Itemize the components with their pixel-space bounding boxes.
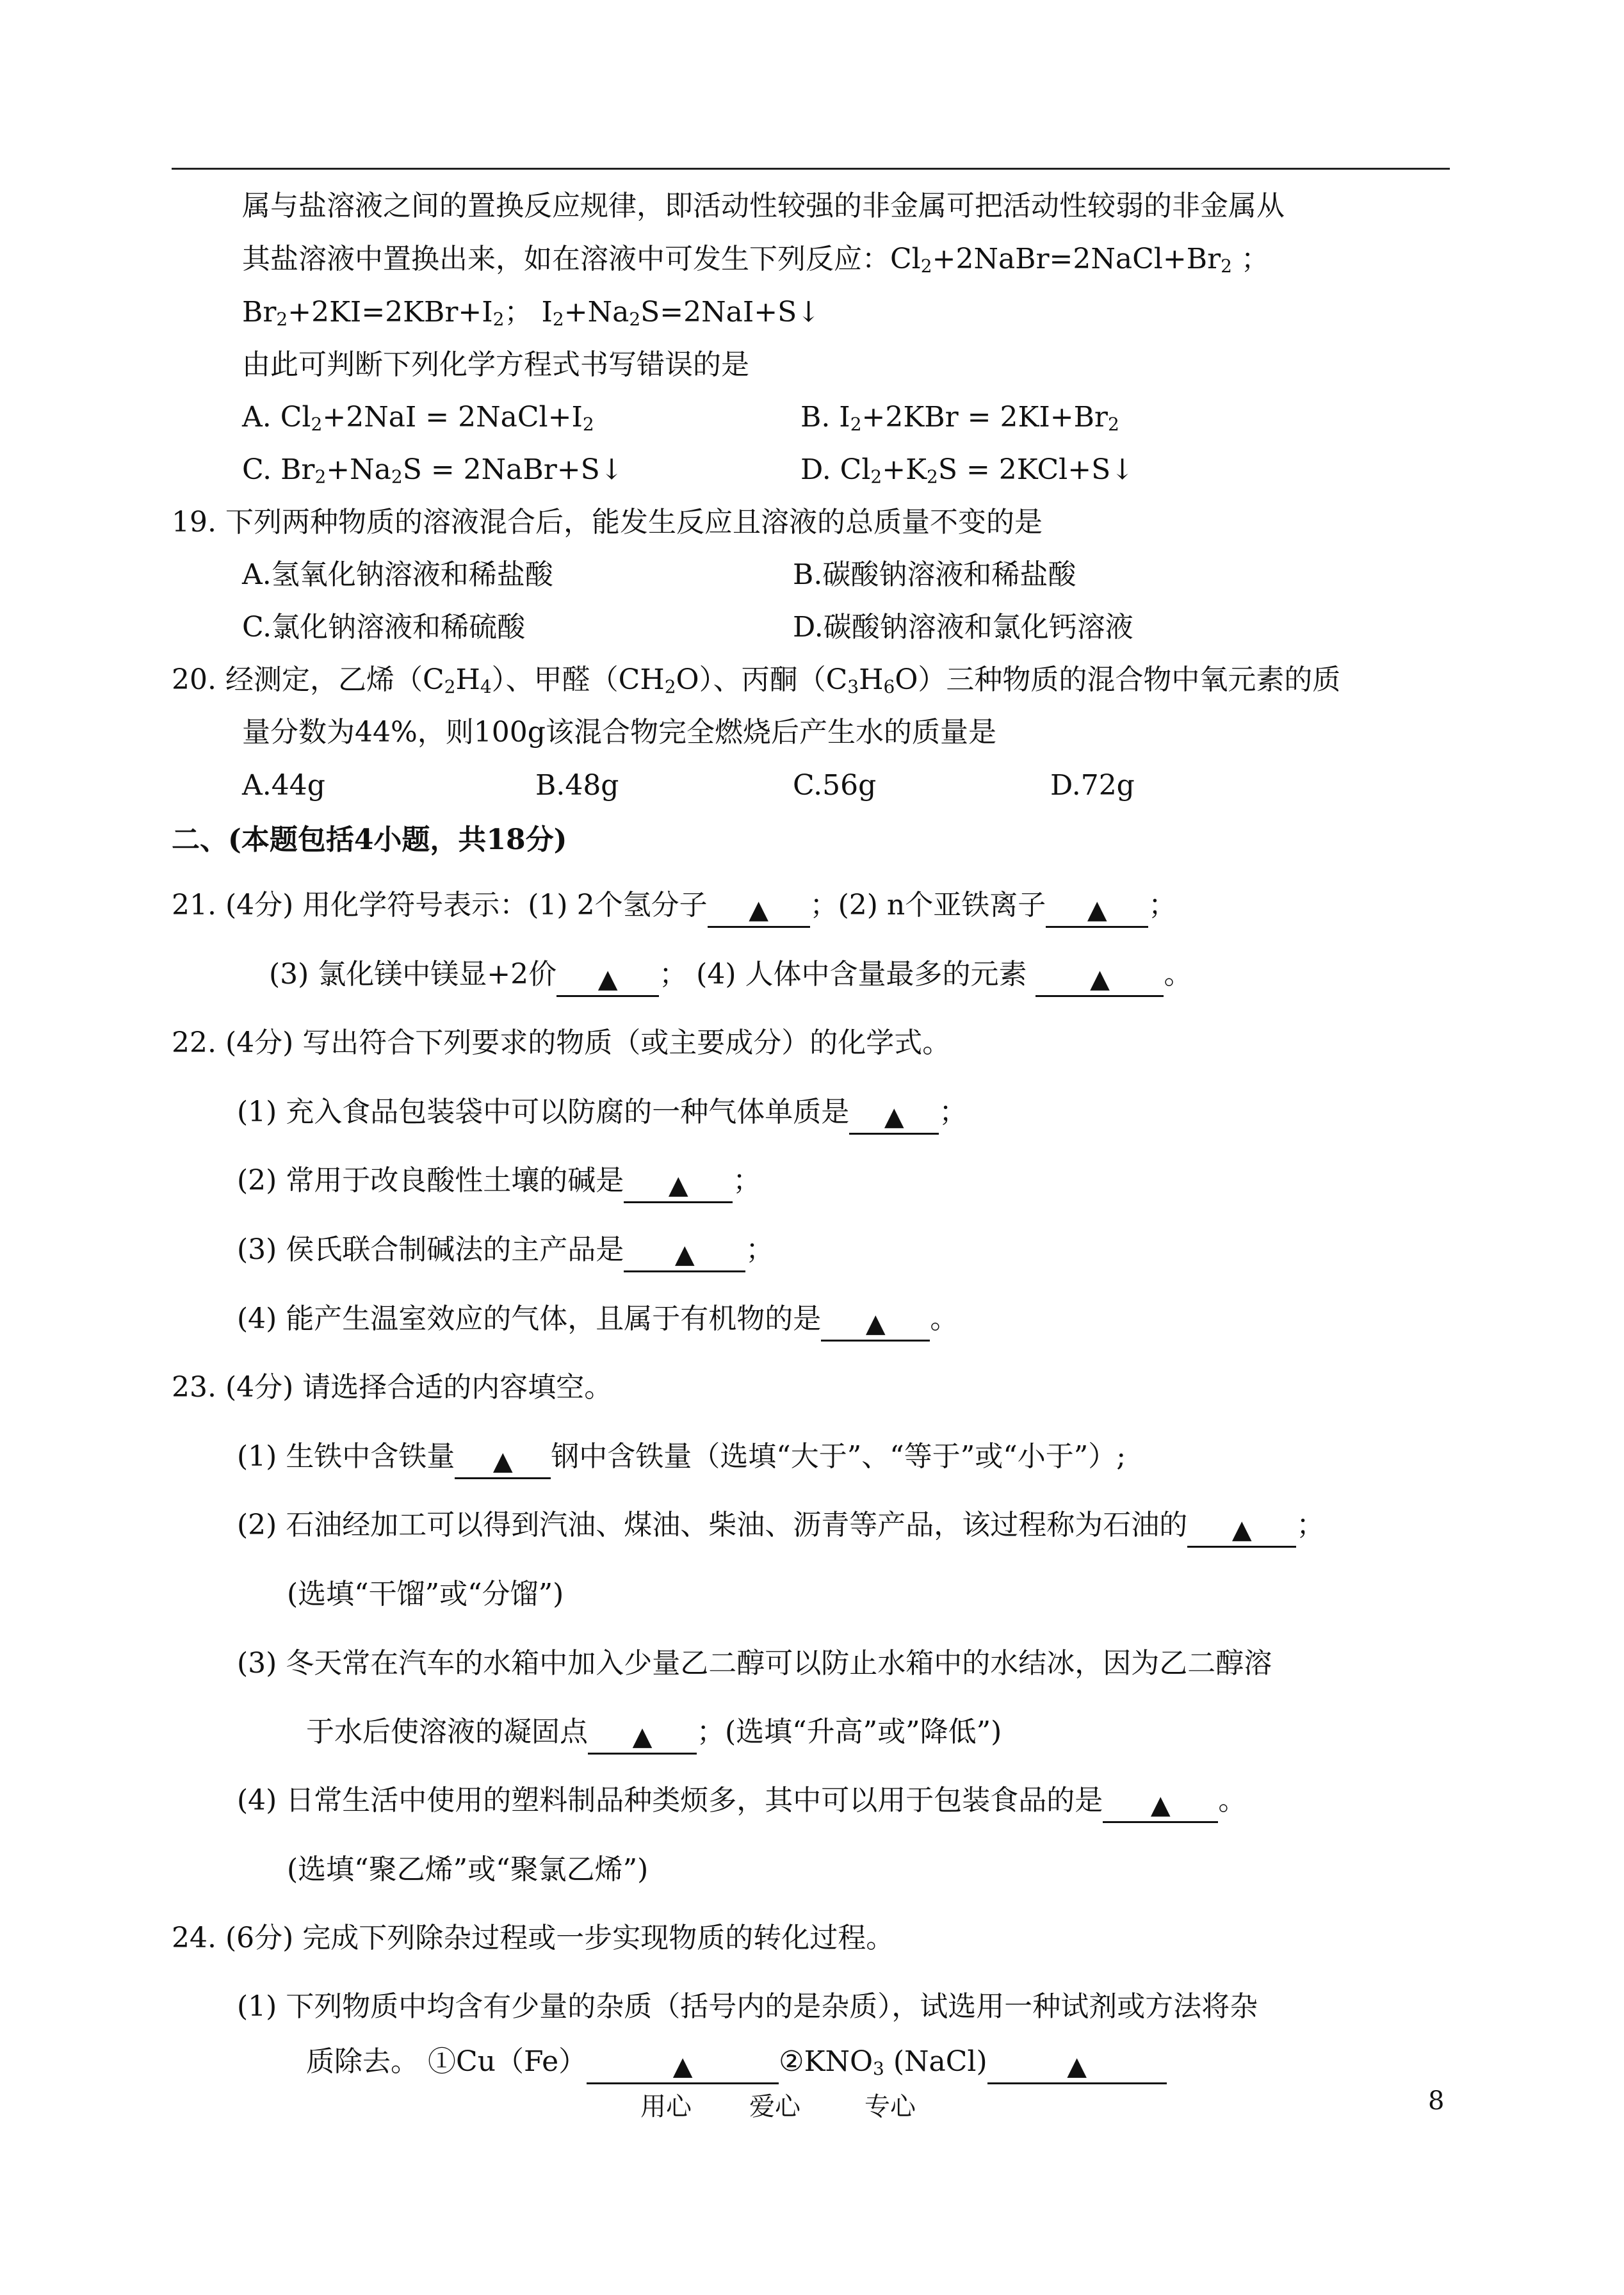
answer-blank-21-3[interactable]: ▲: [556, 964, 659, 997]
answer-blank-24-2[interactable]: ▲: [987, 2052, 1167, 2084]
q22-part3: (3) 侯氏联合制碱法的主产品是 ▲ ；: [237, 1236, 774, 1272]
q23-part4-hint: (选填“聚乙烯”或“聚氯乙烯”): [287, 1853, 649, 1886]
answer-blank-22-3[interactable]: ▲: [624, 1240, 745, 1272]
q18-text-line1: 属与盐溶液之间的置换反应规律，即活动性较强的非金属可把活动性较弱的非金属从: [242, 190, 1285, 222]
q23-part3: (3) 冬天常在汽车的水箱中加入少量乙二醇可以防止水箱中的水结冰，因为乙二醇溶: [237, 1647, 1272, 1680]
q19-option-b[interactable]: B.碳酸钠溶液和稀盐酸: [793, 558, 1076, 591]
q18-option-a[interactable]: A. $Cl_2+2NaI$ = $2NaCl+I_2$: [242, 401, 594, 435]
q22-part1: (1) 充入食品包装袋中可以防腐的一种气体单质是 ▲ ；: [237, 1098, 967, 1135]
q19-option-c[interactable]: C.氯化钠溶液和稀硫酸: [242, 611, 526, 644]
q19-option-d[interactable]: D.碳酸钠溶液和氯化钙溶液: [793, 611, 1133, 644]
q23-part3-cont: 于水后使溶液的凝固点 ▲ ；(选填“升高”或”降低”): [306, 1718, 1002, 1755]
q18-option-b[interactable]: B. $I_2+2KBr = 2KI+Br_2$: [800, 401, 1119, 435]
q24-part1: (1) 下列物质中均含有少量的杂质（括号内的是杂质），试选用一种试剂或方法将杂: [237, 1990, 1258, 2023]
answer-blank-22-4[interactable]: ▲: [821, 1309, 930, 1342]
q23-part4: (4) 日常生活中使用的塑料制品种类烦多，其中可以用于包装食品的是 ▲ 。: [237, 1787, 1246, 1823]
q20-option-d[interactable]: D.72g: [1050, 769, 1135, 802]
q23-part2-hint: (选填“干馏”或“分馏”): [287, 1578, 564, 1610]
answer-blank-23-3[interactable]: ▲: [588, 1722, 697, 1755]
q18-option-d[interactable]: D. $Cl_2+K_2S$ = 2KCl+S↓: [800, 453, 1135, 487]
q20-stem: 20. 经测定，乙烯$(C_2H_4)$、甲醛$(CH_2O)$、丙酮$(C_3H_6O)$三种物质的混合物中氧元素的质: [172, 663, 1341, 697]
q21-line1: 21. (4分) 用化学符号表示：(1) 2个氢分子 ▲ ；(2) n个亚铁离子 ▲ ；: [172, 891, 1176, 928]
q22-part2: (2) 常用于改良酸性土壤的碱是 ▲ ；: [237, 1167, 761, 1203]
answer-blank-21-2[interactable]: ▲: [1046, 895, 1148, 928]
answer-blank-23-1[interactable]: ▲: [455, 1447, 551, 1479]
answer-blank-23-4[interactable]: ▲: [1103, 1790, 1218, 1823]
q20-option-b[interactable]: B.48g: [535, 769, 619, 802]
answer-blank-24-1[interactable]: ▲: [587, 2052, 779, 2084]
section-heading: 二、(本题包括4小题，共18分): [172, 823, 567, 856]
q19-stem: 19. 下列两种物质的溶液混合后，能发生反应且溶液的总质量不变的是: [172, 506, 1043, 539]
answer-blank-23-2[interactable]: ▲: [1187, 1515, 1296, 1548]
footer-text-2: 爱心: [749, 2092, 800, 2121]
q20-option-a[interactable]: A.44g: [242, 769, 325, 802]
answer-blank-22-1[interactable]: ▲: [849, 1102, 939, 1135]
q22-part4: (4) 能产生温室效应的气体，且属于有机物的是 ▲ 。: [237, 1305, 958, 1342]
q23-stem: 23. (4分) 请选择合适的内容填空。: [172, 1371, 613, 1404]
q18-text-line3: $Br_2+2KI=2KBr+I_2$； $I_2+Na_2S=2NaI+S↓$: [242, 296, 821, 330]
answer-blank-21-4[interactable]: ▲: [1035, 964, 1164, 997]
q23-part1: (1) 生铁中含铁量 ▲ 钢中含铁量（选填“大于”、“等于”或“小于”）;: [237, 1443, 1126, 1479]
footer-text-3: 专心: [865, 2092, 916, 2121]
q19-option-a[interactable]: A.氢氧化钠溶液和稀盐酸: [242, 558, 553, 591]
answer-blank-22-2[interactable]: ▲: [624, 1171, 733, 1203]
q18-option-c[interactable]: C. $Br_2+Na_2S$ = 2NaBr+S↓: [242, 453, 624, 487]
answer-blank-21-1[interactable]: ▲: [708, 895, 810, 928]
q18-text-line2: 其盐溶液中置换出来，如在溶液中可发生下列反应：$Cl_2+2NaBr=2NaCl+Br_2$ ；: [242, 243, 1269, 277]
q20-stem-line2: 量分数为44%，则100g该混合物完全燃烧后产生水的质量是: [242, 716, 996, 749]
q24-stem: 24. (6分) 完成下列除杂过程或一步实现物质的转化过程。: [172, 1922, 895, 1954]
footer-text-1: 用心: [640, 2092, 692, 2121]
q24-part1-items: 质除去。 ①Cu（Fe） ▲ $②KNO_3$ (NaCl) ▲: [306, 2048, 1167, 2084]
q18-question: 由此可判断下列化学方程式书写错误的是: [242, 348, 749, 381]
header-rule: [172, 168, 1450, 170]
q22-stem: 22. (4分) 写出符合下列要求的物质（或主要成分）的化学式。: [172, 1026, 951, 1059]
q21-line2: (3) 氯化镁中镁显+2价 ▲ ； (4) 人体中含量最多的元素 ▲ 。: [269, 961, 1192, 997]
q23-part2: (2) 石油经加工可以得到汽油、煤油、柴油、沥青等产品，该过程称为石油的 ▲ ；: [237, 1511, 1324, 1548]
q20-option-c[interactable]: C.56g: [793, 769, 877, 802]
page-number: 8: [1428, 2086, 1445, 2116]
